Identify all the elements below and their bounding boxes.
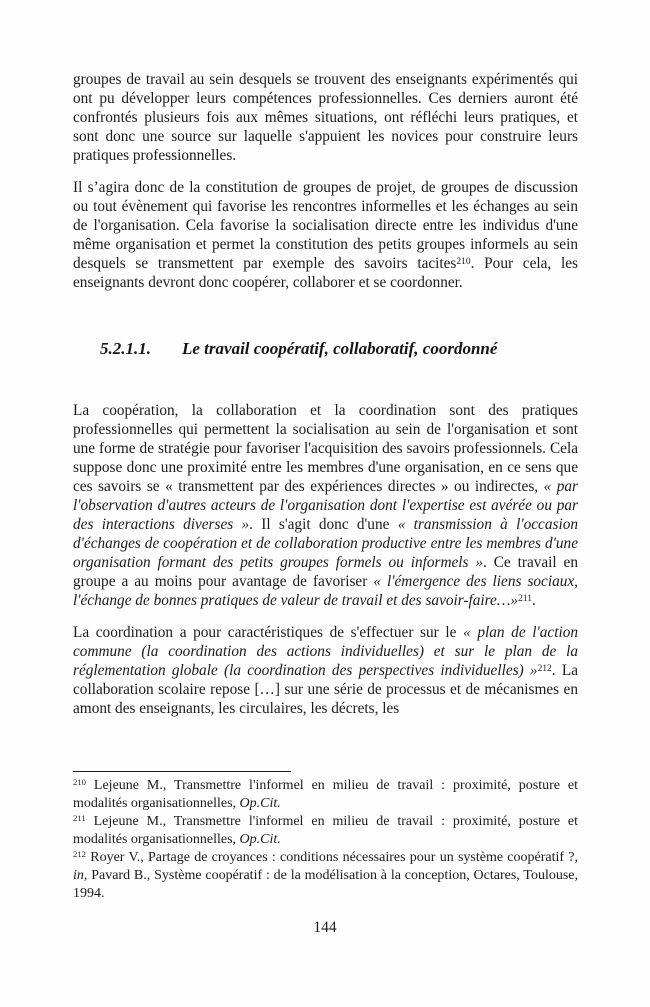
page-number: 144 xyxy=(313,919,337,936)
footnote-211: $^{211}$ Lejeune M., Transmettre l'informel en milieu de travail : proximité, posture et modalités organisationnelles, Op.Cit. xyxy=(73,813,578,847)
section-title: Le travail coopératif, collaboratif, coordonné xyxy=(182,339,498,358)
footnote-210: $^{210}$ Lejeune M., Transmettre l'informel en milieu de travail : proximité, posture et modalités organisationnelles, Op.Cit. xyxy=(73,777,578,811)
section-heading xyxy=(73,338,578,360)
footnote-separator-rule xyxy=(73,771,291,772)
footnote-212: $^{212}$ Royer V., Partage de croyances : conditions nécessaires pour un système coopératif ?, in, Pavard B., Système coopératif : de la modélisation à la conception, Octares, Toulouse, 1994. xyxy=(73,849,578,901)
body-paragraph-2: Il s’agira donc de la constitution de groupes de projet, de groupes de discussion ou tout évènement qui favorise les rencontres informelles et les échanges au sein de l'organisation. Cela favorise la socialisation directe entre les individus d'une même organisation et permet la constitution des petits groupes informels au sein desquels se transmettent par exemple des savoirs tacites$^{210}$. Pour cela, les enseignants devront donc coopérer, collaborer et se coordonner. xyxy=(73,179,578,291)
body-paragraph-3: La coopération, la collaboration et la coordination sont des pratiques professionnelles qui permettent la socialisation au sein de l'organisation et sont une forme de stratégie pour favoriser l'acquisition des savoirs professionnels. Cela suppose donc une proximité entre les membres d'une organisation, en ce sens que ces savoirs se « transmettent par des expériences directes » ou indirectes, « par l'observation d'autres acteurs de l'organisation dont l'expertise est avérée ou par des interactions diverses ». Il s'agit donc d'une « transmission à l'occasion d'échanges de coopération et de collaboration productive entre les membres d'une organisation formant des petits groupes formels ou informels ». Ce travail en groupe a au moins pour avantage de favoriser « l'émergence des liens sociaux, l'échange de bonnes pratiques de valeur de travail et des savoir-faire…»$^{211}$. xyxy=(73,402,578,609)
body-paragraph-1: groupes de travail au sein desquels se trouvent des enseignants expérimentés qui ont pu développer leurs compétences professionnelles. Ces derniers auront été confrontés plusieurs fois aux mêmes situations, ont réfléchi leurs pratiques, et sont donc une source sur laquelle s'appuient les novices pour construire leurs pratiques professionnelles. xyxy=(73,71,578,164)
text-block xyxy=(73,70,578,731)
body-paragraph-4: La coordination a pour caractéristiques de s'effectuer sur le « plan de l'action commune (la coordination des actions individuelles) et sur le plan de la réglementation globale (la coordination des perspectives individuelles) »$^{212}$. La collaboration scolaire repose […] sur une série de processus et de mécanismes en amont des enseignants, les circulaires, les décrets, les xyxy=(73,624,579,717)
section-number: 5.2.1.1. xyxy=(100,339,151,358)
footnote-section xyxy=(73,771,578,903)
